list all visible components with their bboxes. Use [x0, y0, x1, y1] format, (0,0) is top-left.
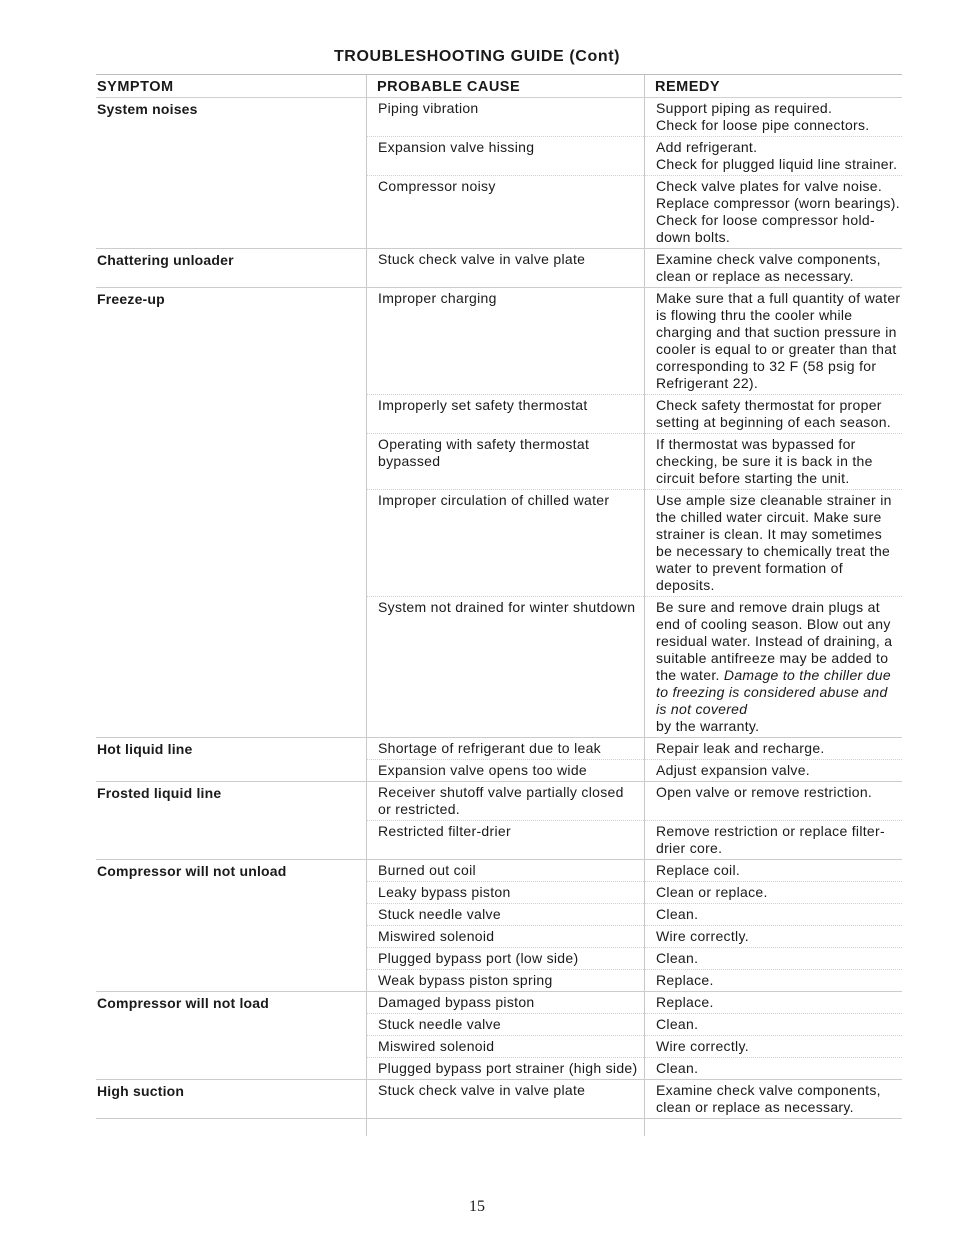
remedy-line: Replace coil. — [656, 862, 741, 878]
symptom-group — [96, 288, 902, 738]
probable-cause-cell: Miswired solenoid — [378, 1038, 495, 1054]
probable-cause-cell: Stuck check valve in valve plate — [378, 1082, 586, 1098]
probable-cause-cell: Compressor noisy — [378, 178, 496, 194]
remedy-line: Replace. — [656, 972, 714, 988]
remedy-cell — [644, 176, 902, 248]
remedy-line: Support piping as required. — [656, 100, 833, 116]
remedy-line: Check for plugged liquid line strainer. — [656, 156, 898, 172]
remedy-line: Examine check valve components, clean or replace as necessary. — [656, 251, 881, 284]
table-row — [366, 948, 902, 970]
symptom-group — [96, 249, 902, 288]
remedy-line: If thermostat was bypassed for checking, be sure it is back in the circuit before starting the unit. — [656, 436, 873, 486]
probable-cause-cell: Restricted filter-drier — [378, 823, 511, 839]
remedy-line: Clean. — [656, 1016, 699, 1032]
probable-cause-cell: Stuck needle valve — [378, 906, 501, 922]
remedy-line: Adjust expansion valve. — [656, 762, 810, 778]
probable-cause-cell: Piping vibration — [378, 100, 479, 116]
probable-cause-cell: Shortage of refrigerant due to leak — [378, 740, 601, 756]
remedy-cell — [644, 597, 902, 737]
table-row — [366, 1058, 902, 1079]
table-row — [366, 249, 902, 287]
remedy-cell — [644, 490, 902, 596]
symptom-group — [96, 782, 902, 860]
table-row — [366, 1080, 902, 1118]
remedy-cell — [644, 434, 902, 489]
table-row — [366, 288, 902, 395]
table-row — [366, 98, 902, 137]
probable-cause-cell: Improper circulation of chilled water — [378, 492, 610, 508]
remedy-line: Wire correctly. — [656, 928, 749, 944]
remedy-line: Check valve plates for valve noise. — [656, 178, 883, 194]
probable-cause-cell: Stuck needle valve — [378, 1016, 501, 1032]
table-row — [366, 821, 902, 859]
probable-cause-cell: Expansion valve hissing — [378, 139, 535, 155]
table-row — [366, 738, 902, 760]
remedy-line: Clean or replace. — [656, 884, 768, 900]
header-probable-cause: PROBABLE CAUSE — [377, 79, 521, 95]
table-row — [366, 926, 902, 948]
table-header — [96, 74, 902, 98]
title-suffix: (Cont) — [569, 48, 621, 65]
table-row — [366, 860, 902, 882]
table-row — [366, 1014, 902, 1036]
probable-cause-cell: Weak bypass piston spring — [378, 972, 553, 988]
remedy-cell — [644, 760, 902, 781]
remedy-line: Add refrigerant. — [656, 139, 758, 155]
symptom-group — [96, 860, 902, 992]
probable-cause-cell: Operating with safety thermostat bypassed — [378, 436, 590, 469]
remedy-line: Clean. — [656, 906, 699, 922]
symptom-group — [96, 1080, 902, 1119]
symptom-label: Freeze-up — [97, 291, 165, 307]
remedy-line: by the warranty. — [656, 718, 760, 734]
symptom-label: Chattering unloader — [97, 252, 234, 268]
remedy-cell — [644, 1058, 902, 1079]
table-row — [366, 882, 902, 904]
remedy-cell — [644, 1036, 902, 1057]
table-row — [366, 176, 902, 248]
remedy-line: Clean. — [656, 950, 699, 966]
page-number: 15 — [469, 1198, 485, 1215]
remedy-line: Wire correctly. — [656, 1038, 749, 1054]
probable-cause-cell: Plugged bypass port strainer (high side) — [378, 1060, 638, 1076]
troubleshooting-table — [96, 74, 902, 1119]
remedy-warranty-note: Damage to the chiller due to freezing is considered abuse and is not covered — [656, 667, 891, 717]
remedy-cell — [644, 860, 902, 881]
remedy-line: Examine check valve components, clean or replace as necessary. — [656, 1082, 881, 1115]
table-row — [366, 137, 902, 176]
remedy-line: Open valve or remove restriction. — [656, 784, 873, 800]
remedy-cell — [644, 1080, 902, 1118]
symptom-label: High suction — [97, 1083, 185, 1099]
table-row — [366, 490, 902, 597]
remedy-line: Replace compressor (worn bearings). — [656, 195, 900, 211]
remedy-cell — [644, 1014, 902, 1035]
remedy-line: Remove restriction or replace filter-drier core. — [656, 823, 885, 856]
symptom-group — [96, 738, 902, 782]
table-row — [366, 434, 902, 490]
remedy-cell — [644, 738, 902, 759]
symptom-label: Hot liquid line — [97, 741, 193, 757]
header-symptom: SYMPTOM — [97, 79, 174, 95]
probable-cause-cell: Improperly set safety thermostat — [378, 397, 588, 413]
probable-cause-cell: Plugged bypass port (low side) — [378, 950, 579, 966]
remedy-cell — [644, 137, 902, 175]
probable-cause-cell: System not drained for winter shutdown — [378, 599, 636, 615]
table-row — [366, 395, 902, 434]
remedy-cell — [644, 98, 902, 136]
symptom-group — [96, 992, 902, 1080]
remedy-cell — [644, 288, 902, 394]
remedy-cell — [644, 904, 902, 925]
remedy-cell — [644, 948, 902, 969]
page-title — [0, 48, 954, 66]
remedy-line: Check for loose compressor hold-down bolts. — [656, 212, 875, 245]
remedy-line: Replace. — [656, 994, 714, 1010]
table-row — [366, 904, 902, 926]
symptom-group — [96, 98, 902, 249]
probable-cause-cell: Improper charging — [378, 290, 497, 306]
table-row — [366, 992, 902, 1014]
symptom-label: Compressor will not unload — [97, 863, 287, 879]
table-row — [366, 782, 902, 821]
probable-cause-cell: Receiver shutoff valve partially closed or restricted. — [378, 784, 624, 817]
remedy-line: Clean. — [656, 1060, 699, 1076]
remedy-cell — [644, 970, 902, 991]
symptom-label: System noises — [97, 101, 198, 117]
table-row — [366, 597, 902, 737]
table-body — [96, 98, 902, 1119]
remedy-cell — [644, 395, 902, 433]
probable-cause-cell: Burned out coil — [378, 862, 476, 878]
remedy-line: Check for loose pipe connectors. — [656, 117, 870, 133]
remedy-cell — [644, 249, 902, 287]
probable-cause-cell: Stuck check valve in valve plate — [378, 251, 586, 267]
remedy-cell — [644, 882, 902, 903]
remedy-line: Check safety thermostat for proper setting at beginning of each season. — [656, 397, 891, 430]
remedy-line: Make sure that a full quantity of water is flowing thru the cooler while charging and that suction pressure in cooler is equal to or greater than that corresponding to 32 F (58 psig for Refrigerant 22). — [656, 290, 901, 391]
symptom-label: Compressor will not load — [97, 995, 270, 1011]
probable-cause-cell: Miswired solenoid — [378, 928, 495, 944]
remedy-cell — [644, 992, 902, 1013]
remedy-cell — [644, 821, 902, 859]
table-row — [366, 1036, 902, 1058]
symptom-label: Frosted liquid line — [97, 785, 222, 801]
remedy-cell — [644, 782, 902, 820]
header-remedy: REMEDY — [655, 79, 721, 95]
probable-cause-cell: Damaged bypass piston — [378, 994, 535, 1010]
table-row — [366, 760, 902, 781]
probable-cause-cell: Leaky bypass piston — [378, 884, 511, 900]
remedy-line: Repair leak and recharge. — [656, 740, 825, 756]
probable-cause-cell: Expansion valve opens too wide — [378, 762, 588, 778]
remedy-line: Be sure and remove drain plugs at end of cooling season. Blow out any residual water. Instead of draining, a suitable antifreeze may be added to the water. Damage to the chiller due to freezing is considered abuse and is not covered — [656, 599, 893, 717]
title-text: TROUBLESHOOTING GUIDE — [333, 48, 565, 65]
remedy-cell — [644, 926, 902, 947]
remedy-line: Use ample size cleanable strainer in the chilled water circuit. Make sure strainer is clean. It may sometimes be necessary to chemically treat the water to prevent formation of deposits. — [656, 492, 892, 593]
table-row — [366, 970, 902, 991]
